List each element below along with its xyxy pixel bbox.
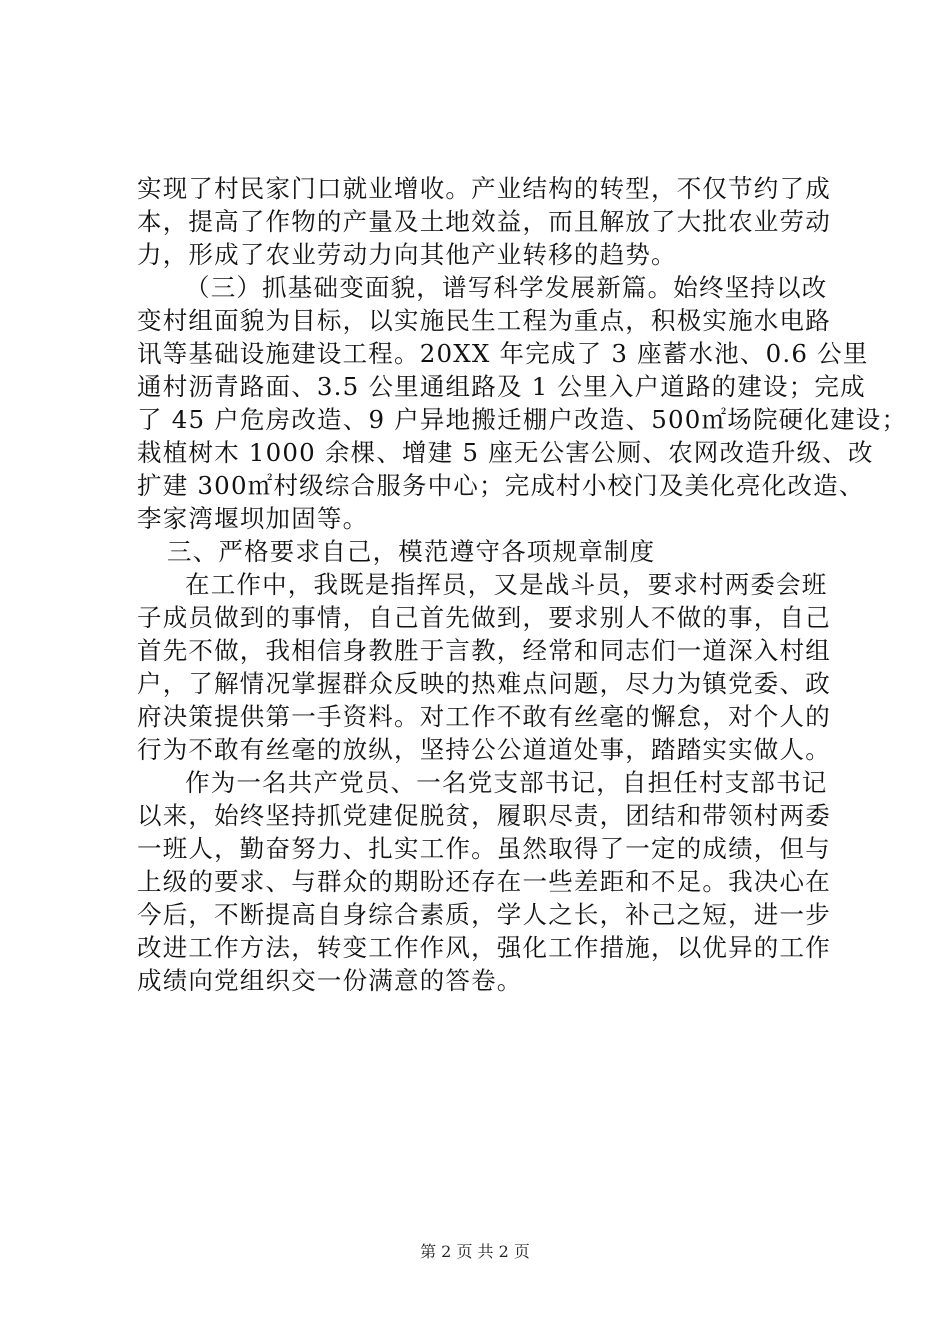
paragraph-start: 作为一名共产党员、一名党支部书记，自担任村支部书记 <box>185 768 828 797</box>
section-heading-rules: 三、严格要求自己，模范遵守各项规章制度 <box>167 537 656 566</box>
text-line: 变村组面貌为目标，以实施民生工程为重点，积极实施水电路 <box>137 306 831 335</box>
text-line: 了 45 户危房改造、9 户异地搬迁棚户改造、500㎡场院硬化建设； <box>137 405 908 434</box>
text-line: 上级的要求、与群众的期盼还存在一些差距和不足。我决心在 <box>137 867 831 896</box>
text-line: 栽植树木 1000 余棵、增建 5 座无公害公厕、农网改造升级、改 <box>137 438 874 467</box>
text-line: 通村沥青路面、3.5 公里通组路及 1 公里入户道路的建设；完成 <box>137 372 866 401</box>
text-line: 一班人，勤奋努力、扎实工作。虽然取得了一定的成绩，但与 <box>137 834 831 863</box>
text-line: 讯等基础设施建设工程。20XX 年完成了 3 座蓄水池、0.6 公里 <box>137 339 869 368</box>
text-line: 以来，始终坚持抓党建促脱贫，履职尽责，团结和带领村两委 <box>137 801 831 830</box>
text-line: 成绩向党组织交一份满意的答卷。 <box>137 966 523 995</box>
paragraph-start: 在工作中，我既是指挥员，又是战斗员，要求村两委会班 <box>185 570 828 599</box>
text-line: 府决策提供第一手资料。对工作不敢有丝毫的懈怠，对个人的 <box>137 702 831 731</box>
text-line: 子成员做到的事情，自己首先做到，要求别人不做的事，自己 <box>137 603 831 632</box>
text-line: 今后，不断提高自身综合素质，学人之长，补己之短，进一步 <box>137 900 831 929</box>
text-line: 本，提高了作物的产量及土地效益，而且解放了大批农业劳动 <box>137 207 831 236</box>
text-line: 行为不敢有丝毫的放纵，坚持公公道道处事，踏踏实实做人。 <box>137 735 831 764</box>
text-line: 首先不做，我相信身教胜于言教，经常和同志们一道深入村组 <box>137 636 831 665</box>
text-line: 户，了解情况掌握群众反映的热难点问题，尽力为镇党委、政 <box>137 669 831 698</box>
document-body <box>137 172 908 997</box>
text-line: 改进工作方法，转变工作作风，强化工作措施，以优异的工作 <box>137 933 831 962</box>
text-line: 实现了村民家门口就业增收。产业结构的转型，不仅节约了成 <box>137 174 831 203</box>
text-line: 扩建 300㎡村级综合服务中心；完成村小校门及美化亮化改造、 <box>137 471 865 500</box>
page-footer: 第 2 页 共 2 页 <box>420 1242 530 1261</box>
section-heading-infrastructure: （三）抓基础变面貌，谱写科学发展新篇。始终坚持以改 <box>185 273 828 302</box>
text-line: 力，形成了农业劳动力向其他产业转移的趋势。 <box>137 240 677 269</box>
text-line: 李家湾堰坝加固等。 <box>137 504 369 533</box>
